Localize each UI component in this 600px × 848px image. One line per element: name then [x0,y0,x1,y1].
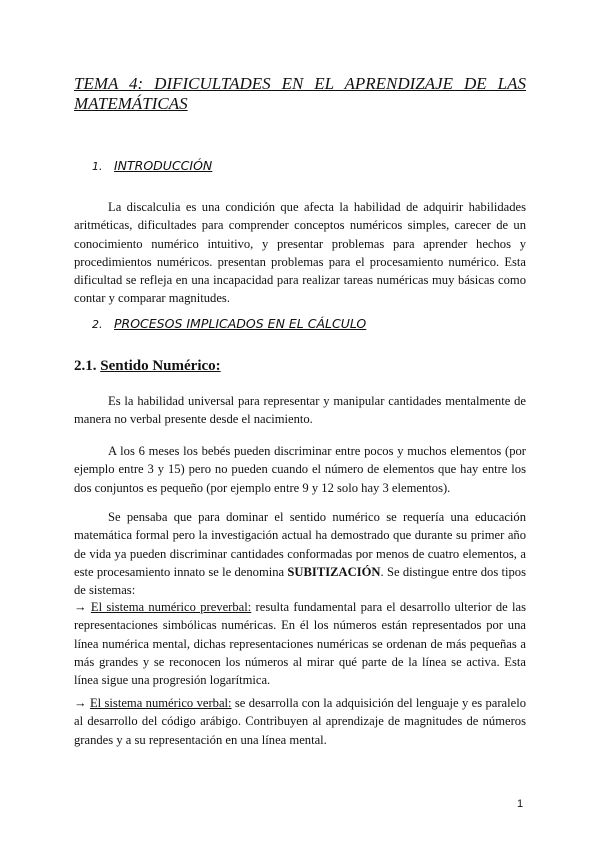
section-title: PROCESOS IMPLICADOS EN EL CÁLCULO [113,316,367,331]
page-number: 1 [517,798,524,810]
right-arrow-icon: → [74,696,87,710]
paragraph-text: Se pensaba que para dominar el sentido numérico se requería una educación matemática formal pero la investigación actual ha demostrado que durante su primer año de vida ya pueden discriminar cantidades conformadas por menos de cuatro elementos, a este procesamiento innato se le denomina [74,510,526,579]
paragraph-definition [74,392,526,429]
intro-paragraph [74,198,526,308]
paragraph-text: Es la habilidad universal para representar y manipular cantidades mentalmente de manera no verbal presente desde el nacimiento. [74,394,526,427]
subsection-title: Sentido Numérico: [100,358,221,374]
section-title: INTRODUCCIÓN [113,158,213,173]
subitizacion-term: SUBITIZACIÓN [287,564,381,579]
section-number: 1. [92,160,103,173]
preverbal-term: El sistema numérico preverbal: [90,600,252,614]
paragraph-text-end: . Se distingue entre dos tipos de sistemas: [74,564,526,598]
subsection-heading [74,358,221,375]
verbal-term: El sistema numérico verbal: [89,696,232,710]
section-number: 2. [92,318,103,331]
document-title: TEMA 4: DIFICULTADES EN EL APRENDIZAJE DE LAS MATEMÁTICAS [74,74,526,113]
intro-text: La discalculia es una condición que afecta la habilidad de adquirir habilidades aritméticas, dificultades para comprender conceptos numéricos simples, carecer de un conocimiento numérico intuitivo, y presentar problemas para aprender hechos y procedimientos numéricos. presentan problemas para el procesamiento numérico. Esta dificultad se refleja en una incapacidad para realizar tareas numéricas muy básicas como contar y comparar magnitudes. [74,200,526,306]
right-arrow-icon: → [74,600,87,614]
subsection-number: 2.1. [74,358,97,374]
paragraph-preverbal [74,598,526,689]
paragraph-text: resulta fundamental para el desarrollo ulterior de las representaciones simbólicas numéricas. En él los números están representados por una línea numérica mental, dichas representaciones numéricas se ordenan de más pequeñas a más grandes y se reconocen los números al mirar qué parte de la línea se activa. Esta línea sigue una progresión logarítmica. [74,600,526,688]
paragraph-text: A los 6 meses los bebés pueden discriminar entre pocos y muchos elementos (por ejemplo entre 3 y 15) pero no pueden cuando el número de elementos que hay entre los dos conjuntos es pequeño (por ejemplo entre 9 y 12 solo hay 3 elementos). [74,444,526,495]
paragraph-subitizacion [74,508,526,599]
paragraph-verbal [74,694,526,749]
section-heading-introduccion [92,158,212,173]
paragraph-text: se desarrolla con la adquisición del lenguaje y es paralelo al desarrollo del código arábigo. Contribuyen al aprendizaje de magnitudes de números grandes y a su representación en una línea mental. [74,696,527,747]
paragraph-babies [74,442,526,497]
section-heading-procesos [92,316,366,331]
